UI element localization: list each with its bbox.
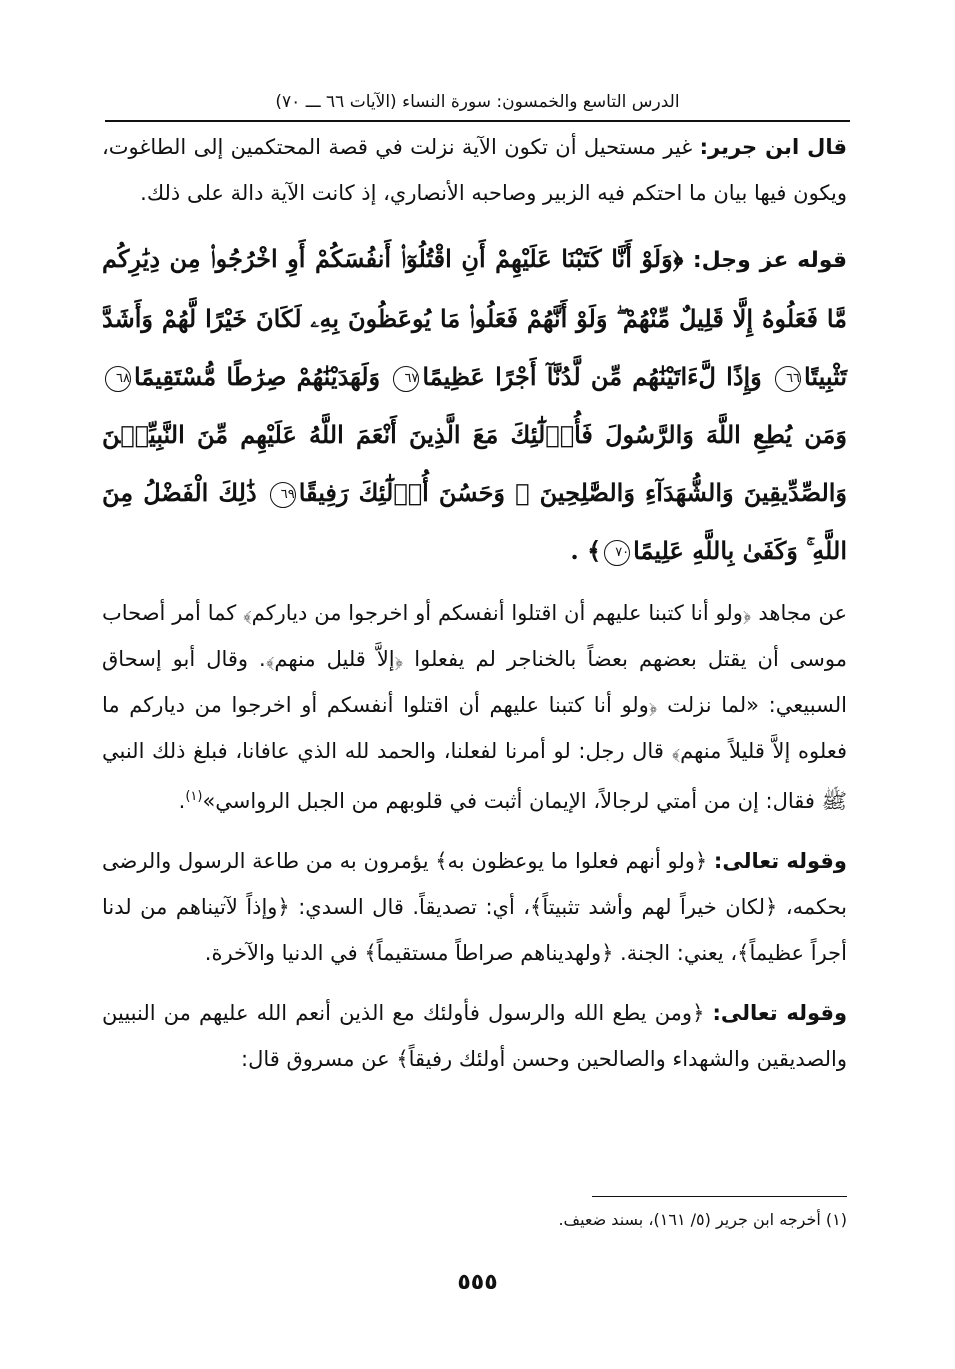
- ayah-number-marker: ٧٠: [604, 540, 630, 566]
- footnote: [102, 1206, 847, 1234]
- header-rule: [105, 120, 850, 122]
- main-text: [102, 124, 847, 1096]
- paragraph-lead: وقوله تعالى:: [712, 1001, 847, 1025]
- paragraph-text: ﴿ومن يطع الله والرسول فأولئك مع الذين أنعم الله عليهم من النبيين والصديقين والشهداء والصالحين وحسن أولئك رفيقاً﴾ عن مسروق قال:: [102, 1001, 847, 1071]
- quran-verse-block: [102, 230, 847, 580]
- paragraph-commentary-66: [102, 838, 847, 976]
- ayah-number-marker: ٦٧: [393, 366, 419, 392]
- verse-text-part: وَإِذًا لَّءَاتَيْنَٰهُم مِّن لَّدُنَّآ أَجْرًا عَظِيمًا: [422, 362, 773, 391]
- verse-lead: قوله عز وجل:: [692, 248, 847, 273]
- ayah-number-marker: ٦٩: [270, 482, 296, 508]
- paragraph-commentary-69: [102, 990, 847, 1082]
- footnote-number: (١): [825, 1210, 847, 1229]
- footnote-reference[interactable]: (١): [185, 789, 203, 804]
- ayah-number-marker: ٦٦: [775, 366, 801, 392]
- paragraph-mujahid: [102, 590, 847, 824]
- verse-end: ﴾ .: [570, 536, 602, 565]
- footnote-text: أخرجه ابن جرير (٥/ ١٦١)، بسند ضعيف.: [558, 1210, 826, 1229]
- paragraph-end: .: [178, 789, 186, 813]
- verse-text-part: ﴿وَلَوْ أَنَّا كَتَبْنَا عَلَيْهِمْ أَنِ اقْتُلُوٓا۟ أَنفُسَكُمْ أَوِ اخْرُجُوا۟ مِن دِيَٰرِكُم مَّا فَعَلُوهُ إِلَّا قَلِيلٌ مِّنْهُمْ ۖ وَلَوْ أَنَّهُمْ فَعَلُوا۟ مَا يُوعَظُونَ بِهِۦ لَكَانَ خَيْرًا لَّهُمْ وَأَشَدَّ تَثْبِيتًا: [102, 244, 847, 391]
- verse-text-part: وَلَهَدَيْنَٰهُمْ صِرَٰطًا مُّسْتَقِيمًا: [134, 362, 391, 391]
- paragraph-text: غير مستحيل أن تكون الآية نزلت في قصة المحتكمين إلى الطاغوت، ويكون فيها بيان ما احتكم فيه الزبير وصاحبه الأنصاري، إذ كانت الآية دالة على ذلك.: [102, 135, 847, 205]
- running-header: الدرس التاسع والخمسون: سورة النساء (الآيات ٦٦ ـــ ٧٠): [275, 92, 680, 112]
- paragraph-text: عن مجاهد ﴿ولو أنا كتبنا عليهم أن اقتلوا أنفسكم أو اخرجوا من دياركم﴾ كما أمر أصحاب موسى أن يقتل بعضهم بعضاً بالخناجر لم يفعلوا ﴿إلاَّ قليل منهم﴾. وقال أبو إسحاق السبيعي: «لما نزلت ﴿ولو أنا كتبنا عليهم أن اقتلوا أنفسكم أو اخرجوا من دياركم ما فعلوه إلاَّ قليلاً منهم﴾ قال رجل: لو أمرنا لفعلنا، والحمد لله الذي عافانا، فبلغ ذلك النبي ﷺ فقال: إن من أمتي لرجالاً، الإيمان أثبت في قلوبهم من الجبل الرواسي»: [102, 601, 847, 813]
- verse-text-part: وَمَن يُطِعِ اللَّهَ وَالرَّسُولَ فَأُو۟لَٰٓئِكَ مَعَ الَّذِينَ أَنْعَمَ اللَّهُ عَلَيْهِم مِّنَ النَّبِيِّـۧنَ وَالصِّدِّيقِينَ وَالشُّهَدَآءِ وَالصَّٰلِحِينَ ۚ وَحَسُنَ أُو۟لَٰٓئِكَ رَفِيقًا: [102, 420, 848, 507]
- page-number: ٥٥٥: [457, 1270, 498, 1295]
- footnote-rule: [592, 1196, 847, 1197]
- paragraph-text: ﴿ولو أنهم فعلوا ما يوعظون به﴾ يؤمرون به من طاعة الرسول والرضى بحكمه، ﴿لكان خيراً لهم وأشد تثبيتاً﴾، أي: تصديقاً. قال السدي: ﴿وإذاً لآتيناهم من لدنا أجراً عظيماً﴾، يعني: الجنة. ﴿ولهديناهم صراطاً مستقيماً﴾ في الدنيا والآخرة.: [102, 849, 847, 965]
- paragraph-lead: قال ابن جرير:: [699, 135, 847, 159]
- paragraph-ibn-jarir: [102, 124, 847, 216]
- paragraph-lead: وقوله تعالى:: [713, 849, 847, 873]
- ayah-number-marker: ٦٨: [105, 366, 131, 392]
- verse-text-part: ذَٰلِكَ الْفَضْلُ مِنَ اللَّهِ ۚ وَكَفَىٰ بِاللَّهِ عَلِيمًا: [102, 478, 847, 565]
